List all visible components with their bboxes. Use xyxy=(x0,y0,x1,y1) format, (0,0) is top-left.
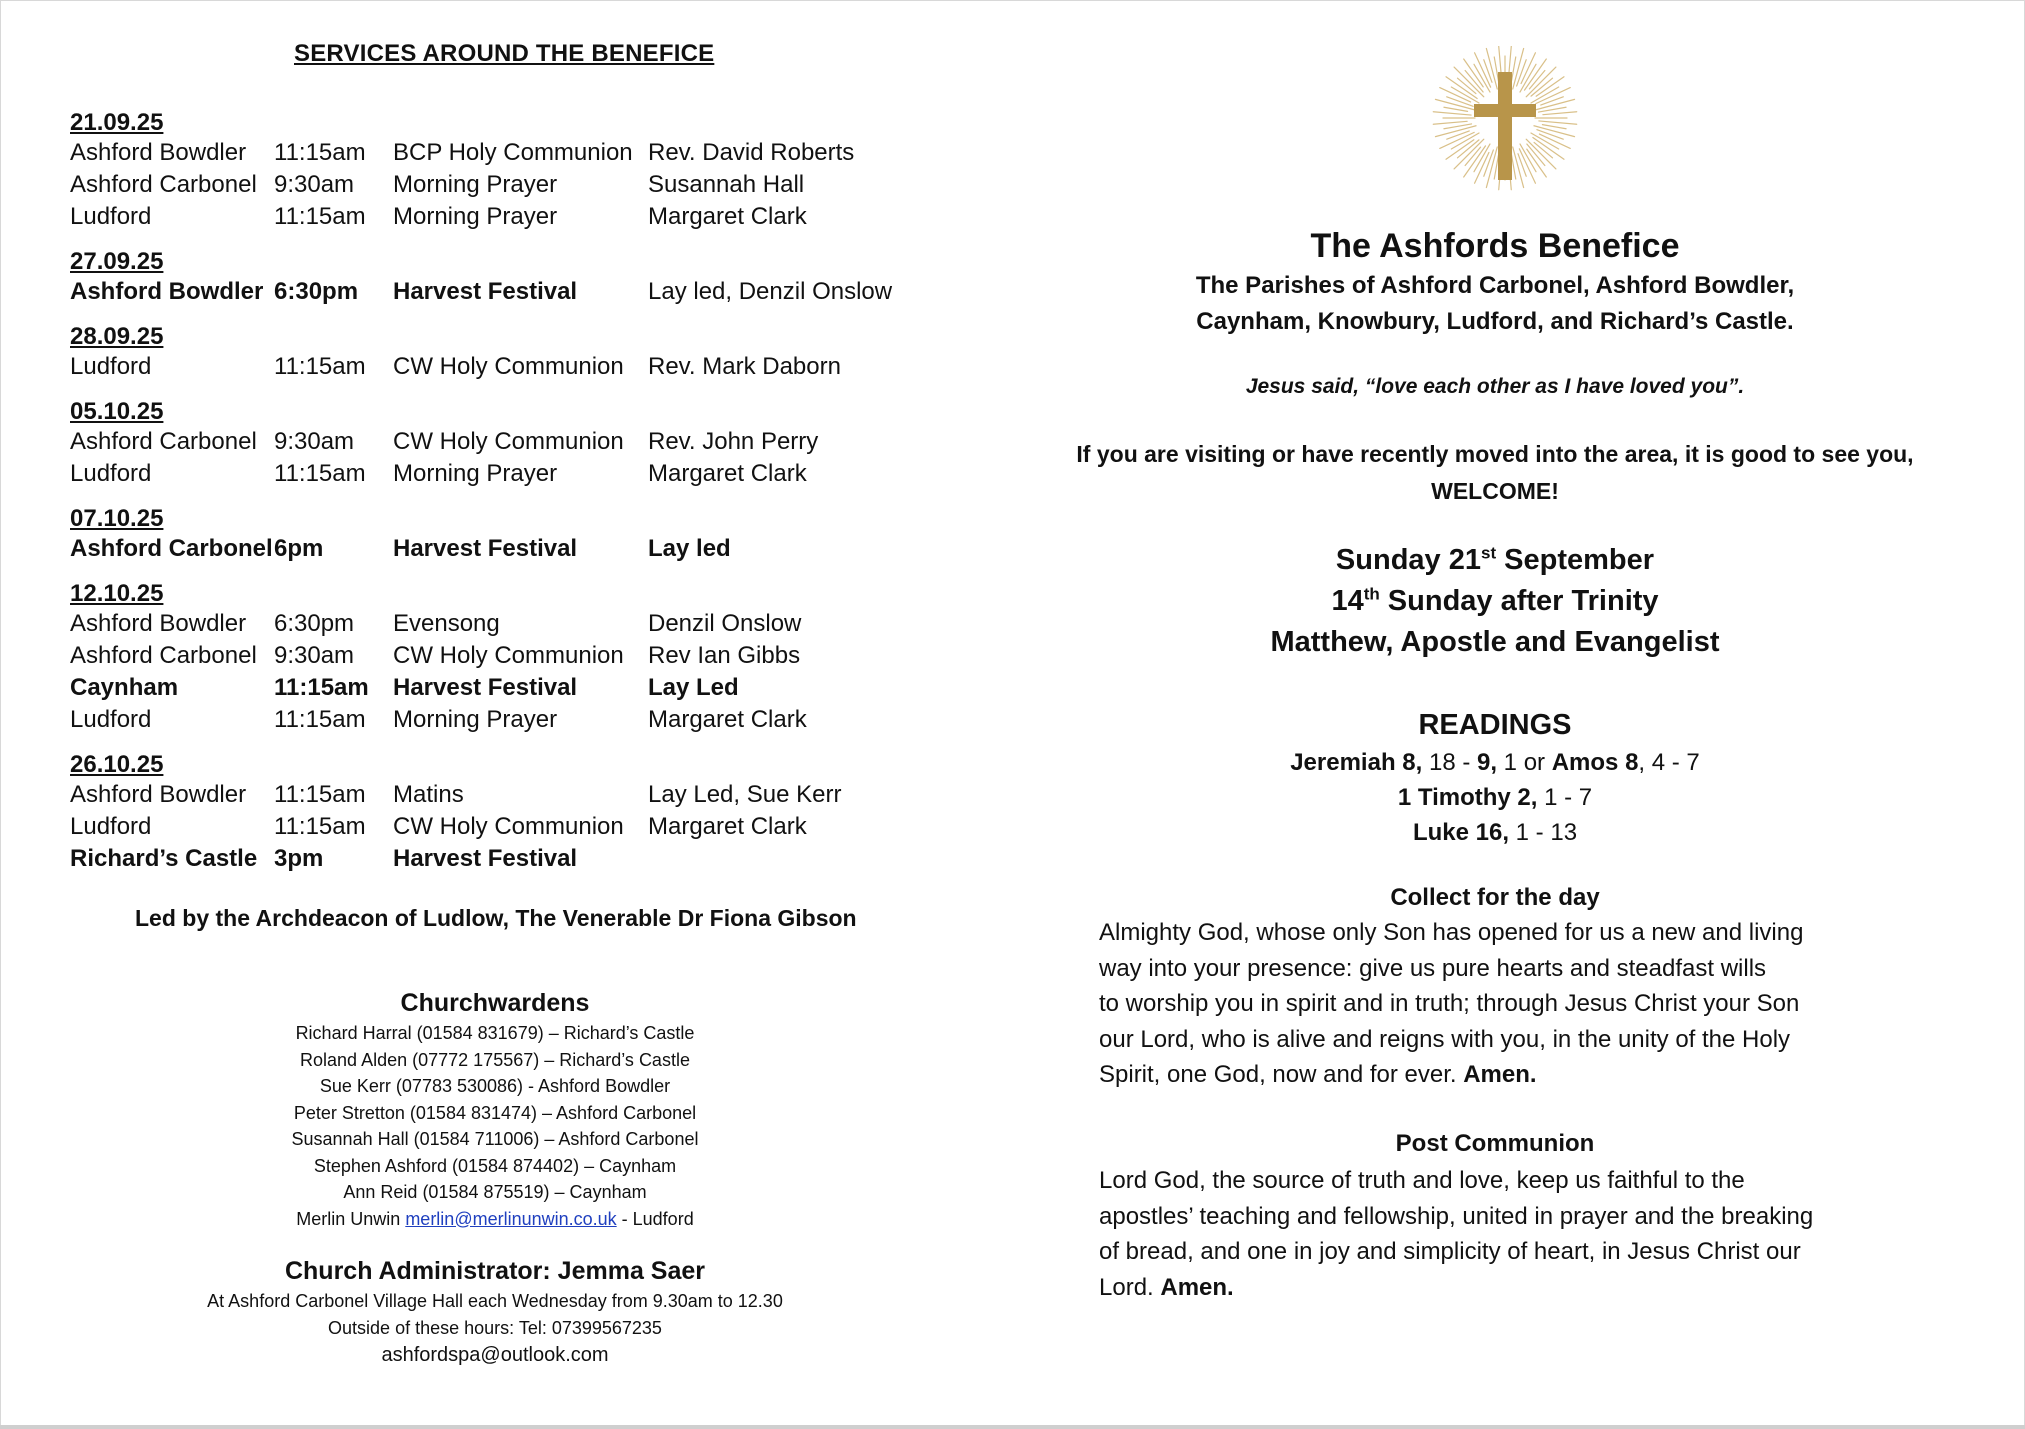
archdeacon-note: Led by the Archdeacon of Ludlow, The Venerable Dr Fiona Gibson xyxy=(135,905,857,931)
churchwarden-name: Merlin Unwin xyxy=(296,1208,406,1229)
reading-item: 1 Timothy 2, 1 - 7 xyxy=(1397,784,1593,811)
service-place: Ludford xyxy=(70,460,152,487)
amen: Amen. xyxy=(1463,1061,1537,1088)
light-ray xyxy=(1543,112,1577,115)
service-place: Ashford Bowdler xyxy=(70,139,247,166)
light-ray xyxy=(1494,155,1498,179)
service-place: Ludford xyxy=(70,706,152,733)
service-row xyxy=(70,843,910,875)
post-communion-line: Lord. Amen. xyxy=(1099,1273,1234,1301)
service-time: 11:15am xyxy=(274,460,366,487)
feast-name: Matthew, Apostle and Evangelist xyxy=(1270,626,1720,658)
service-time: 6:30pm xyxy=(274,278,359,305)
service-type: CW Holy Communion xyxy=(393,642,624,669)
service-date: 26.10.25 xyxy=(70,751,164,778)
service-place: Ludford xyxy=(70,813,152,840)
service-time: 11:15am xyxy=(274,781,366,808)
post-communion-text xyxy=(1099,1163,1929,1305)
service-row xyxy=(70,276,910,308)
reading-item: Luke 16, 1 - 13 xyxy=(1412,819,1578,846)
service-place: Ashford Carbonel xyxy=(70,642,257,669)
services-title: SERVICES AROUND THE BENEFICE xyxy=(294,40,715,67)
service-time: 11:15am xyxy=(274,706,366,733)
service-leader: Rev. John Perry xyxy=(648,428,819,455)
service-place: Ashford Bowdler xyxy=(70,781,247,808)
collect-text xyxy=(1099,915,1929,1093)
service-time: 9:30am xyxy=(274,428,355,455)
churchwarden-line: Peter Stretton (01584 831474) – Ashford Carbonel xyxy=(293,1102,697,1123)
churchwarden-email-link[interactable]: merlin@merlinunwin.co.uk xyxy=(405,1208,617,1229)
readings-title: READINGS xyxy=(1418,709,1572,741)
post-communion-line: Lord God, the source of truth and love, keep us faithful to the xyxy=(1099,1167,1745,1194)
light-ray xyxy=(1512,57,1516,81)
churchwarden-line: Roland Alden (07772 175567) – Richard’s Castle xyxy=(300,1049,690,1070)
service-place: Ashford Carbonel xyxy=(70,535,273,562)
service-type: Morning Prayer xyxy=(393,460,558,487)
light-ray xyxy=(1542,125,1566,129)
post-communion-title: Post Communion xyxy=(1395,1130,1595,1157)
service-time: 11:15am xyxy=(274,203,366,230)
service-row xyxy=(70,458,910,490)
service-time: 6:30pm xyxy=(274,610,355,637)
collect-line: Spirit, one God, now and for ever. Amen. xyxy=(1099,1061,1537,1088)
service-time: 11:15am xyxy=(274,353,366,380)
post-communion-line: apostles’ teaching and fellowship, united in prayer and the breaking xyxy=(1099,1202,1814,1230)
administrator-hours: At Ashford Carbonel Village Hall each Wednesday from 9.30am to 12.30 xyxy=(207,1291,783,1311)
service-date: 05.10.25 xyxy=(70,398,164,425)
service-type: Morning Prayer xyxy=(393,706,558,733)
churchwarden-line: Stephen Ashford (01584 874402) – Caynham xyxy=(313,1155,677,1176)
service-leader: Lay Led xyxy=(648,674,739,701)
service-row xyxy=(70,351,910,383)
service-type: Morning Prayer xyxy=(393,203,558,230)
collect-line: way into your presence: give us pure hearts and steadfast wills xyxy=(1099,954,1767,982)
service-type: CW Holy Communion xyxy=(393,813,624,840)
churchwarden-line: Richard Harral (01584 831679) – Richard’s Castle xyxy=(295,1023,695,1043)
service-row xyxy=(70,169,910,201)
administrator-email: ashfordspa@outlook.com xyxy=(381,1344,609,1366)
service-place: Ashford Bowdler xyxy=(70,610,247,637)
collect-line: Almighty God, whose only Son has opened for us a new and living xyxy=(1099,919,1804,946)
service-leader: Margaret Clark xyxy=(648,706,807,733)
churchwarden-line: Susannah Hall (01584 711006) – Ashford Carbonel xyxy=(291,1129,699,1149)
sunday-heading xyxy=(1060,540,1930,663)
service-row xyxy=(70,779,910,811)
service-place: Ludford xyxy=(70,353,152,380)
welcome-message xyxy=(1060,436,1930,510)
service-leader: Margaret Clark xyxy=(648,203,807,230)
collect-line: our Lord, who is alive and reigns with you, in the unity of the Holy xyxy=(1099,1025,1791,1053)
service-leader: Rev. David Roberts xyxy=(648,139,855,166)
service-date: 07.10.25 xyxy=(70,505,164,532)
services-schedule xyxy=(70,108,910,875)
service-place: Ludford xyxy=(70,203,152,230)
service-time: 11:15am xyxy=(274,813,366,840)
service-row xyxy=(70,137,910,169)
liturgical-week: 14th Sunday after Trinity xyxy=(1331,584,1659,617)
service-row xyxy=(70,201,910,233)
light-ray xyxy=(1433,121,1467,124)
service-type: CW Holy Communion xyxy=(393,353,624,380)
welcome-word: WELCOME! xyxy=(1431,478,1559,504)
service-type: Harvest Festival xyxy=(393,674,578,701)
service-leader: Lay Led, Sue Kerr xyxy=(648,781,842,808)
light-ray xyxy=(1433,112,1471,115)
service-type: Morning Prayer xyxy=(393,171,558,198)
administrator-title: Church Administrator: Jemma Saer xyxy=(284,1257,706,1285)
churchwarden-line xyxy=(62,1206,928,1233)
service-row xyxy=(70,533,910,565)
service-type: Harvest Festival xyxy=(393,535,578,562)
service-row xyxy=(70,640,910,672)
service-leader: Rev Ian Gibbs xyxy=(648,642,801,669)
service-time: 6pm xyxy=(274,535,324,562)
service-row xyxy=(70,608,910,640)
service-time: 11:15am xyxy=(274,139,366,166)
parishes-line: The Parishes of Ashford Carbonel, Ashford Bowdler, xyxy=(1195,272,1795,299)
service-type: Matins xyxy=(393,781,464,808)
light-ray xyxy=(1444,107,1468,111)
administrator-section xyxy=(62,1254,928,1369)
service-type: CW Holy Communion xyxy=(393,428,624,455)
service-leader: Lay led, Denzil Onslow xyxy=(648,278,893,305)
collect-line: to worship you in spirit and in truth; through Jesus Christ your Son xyxy=(1099,990,1800,1017)
amen: Amen. xyxy=(1160,1273,1234,1301)
service-row xyxy=(70,811,910,843)
service-type: Harvest Festival xyxy=(393,278,578,305)
churchwarden-parish: - Ludford xyxy=(616,1208,694,1229)
churchwarden-line: Sue Kerr (07783 530086) - Ashford Bowdler xyxy=(319,1076,671,1096)
service-time: 11:15am xyxy=(274,674,369,701)
administrator-phone: Outside of these hours: Tel: 07399567235 xyxy=(328,1317,662,1338)
bottom-rule xyxy=(0,1425,2025,1429)
post-communion-line: of bread, and one in joy and simplicity of heart, in Jesus Christ our xyxy=(1099,1238,1801,1265)
light-ray xyxy=(1539,121,1577,124)
service-leader: Margaret Clark xyxy=(648,460,807,487)
service-date: 28.09.25 xyxy=(70,323,164,350)
readings-list xyxy=(1060,745,1930,850)
welcome-line: If you are visiting or have recently moved into the area, it is good to see you, xyxy=(1076,441,1914,467)
radiant-cross-icon xyxy=(1415,46,1595,206)
service-leader: Margaret Clark xyxy=(648,813,807,840)
service-leader: Denzil Onslow xyxy=(648,610,802,637)
service-leader: Susannah Hall xyxy=(648,171,805,198)
service-leader: Rev. Mark Daborn xyxy=(648,353,841,380)
churchwardens-section xyxy=(62,986,928,1232)
parishes-line: Caynham, Knowbury, Ludford, and Richard’s Castle. xyxy=(1196,308,1794,335)
service-leader: Lay led xyxy=(648,535,731,562)
service-place: Richard’s Castle xyxy=(70,845,258,872)
service-date: 12.10.25 xyxy=(70,580,164,607)
benefice-title: The Ashfords Benefice xyxy=(1310,227,1680,265)
service-time: 3pm xyxy=(274,845,324,872)
service-row xyxy=(70,426,910,458)
service-time: 9:30am xyxy=(274,642,355,669)
service-place: Caynham xyxy=(70,674,179,701)
service-date: 27.09.25 xyxy=(70,248,164,275)
parishes-list xyxy=(1060,268,1930,340)
sunday-date: Sunday 21st September xyxy=(1335,543,1655,576)
churchwardens-title: Churchwardens xyxy=(400,989,590,1017)
service-date: 21.09.25 xyxy=(70,109,164,136)
churchwarden-line: Ann Reid (01584 875519) – Caynham xyxy=(343,1182,647,1202)
churchwardens-list xyxy=(62,1020,928,1206)
service-type: Evensong xyxy=(393,610,500,637)
service-place: Ashford Carbonel xyxy=(70,171,257,198)
service-time: 9:30am xyxy=(274,171,355,198)
service-row xyxy=(70,704,910,736)
service-row xyxy=(70,672,910,704)
service-type: Harvest Festival xyxy=(393,845,578,872)
service-place: Ashford Carbonel xyxy=(70,428,257,455)
service-type: BCP Holy Communion xyxy=(393,139,633,166)
scripture-quote: Jesus said, “love each other as I have loved you”. xyxy=(1245,375,1745,398)
reading-item: Jeremiah 8, 18 - 9, 1 or Amos 8, 4 - 7 xyxy=(1290,749,1700,776)
service-place: Ashford Bowdler xyxy=(70,278,264,305)
collect-title: Collect for the day xyxy=(1390,884,1600,911)
